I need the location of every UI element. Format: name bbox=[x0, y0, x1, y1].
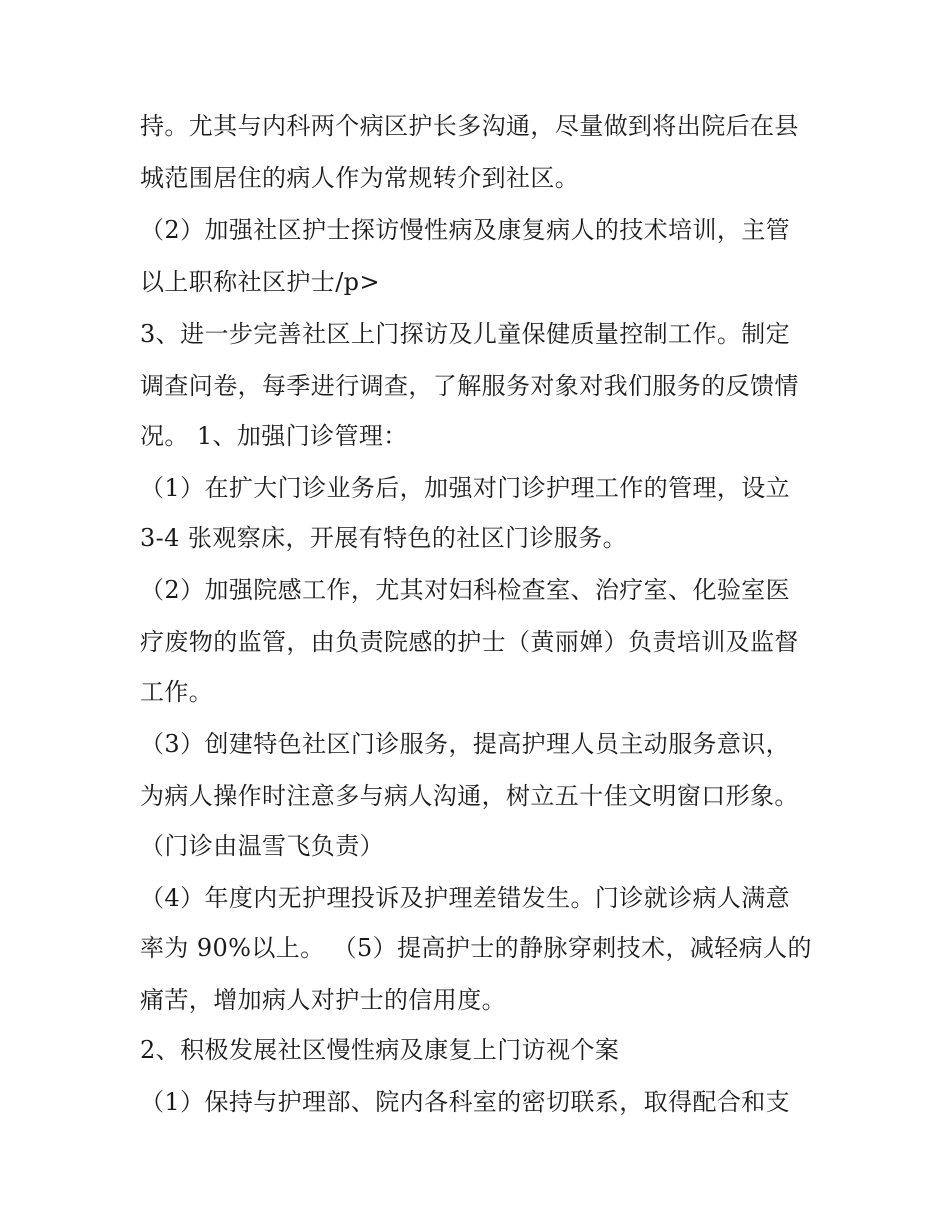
text-line: （2）加强社区护士探访慢性病及康复病人的技术培训，主管 bbox=[140, 216, 791, 244]
text-line: （3）创建特色社区门诊服务，提高护理人员主动服务意识， bbox=[140, 730, 791, 758]
text-line: 2、积极发展社区慢性病及康复上门访视个案 bbox=[140, 1036, 620, 1064]
text-line: 为病人操作时注意多与病人沟通，树立五十佳文明窗口形象。 bbox=[140, 782, 799, 810]
text-line: 痛苦，增加病人对护士的信用度。 bbox=[140, 986, 506, 1014]
text-line: 持。尤其与内科两个病区护长多沟通，尽量做到将出院后在县 bbox=[140, 112, 799, 140]
text-line: 调查问卷，每季进行调查，了解服务对象对我们服务的反馈情 bbox=[140, 372, 799, 400]
text-line: 3、进一步完善社区上门探访及儿童保健质量控制工作。制定 bbox=[140, 320, 791, 348]
text-line: （2）加强院感工作，尤其对妇科检查室、治疗室、化验室医 bbox=[140, 576, 791, 604]
text-line: 3-4 张观察床，开展有特色的社区门诊服务。 bbox=[140, 524, 628, 552]
text-line: 工作。 bbox=[140, 678, 214, 706]
text-line: 以上职称社区护士/p> bbox=[140, 268, 380, 296]
text-line: （1）在扩大门诊业务后，加强对门诊护理工作的管理，设立 bbox=[140, 474, 791, 502]
text-line: 疗废物的监管，由负责院感的护士（黄丽婵）负责培训及监督 bbox=[140, 628, 799, 656]
text-line: 率为 90%以上。 （5）提高护士的静脉穿刺技术，减轻病人的 bbox=[140, 934, 812, 962]
text-line: （1）保持与护理部、院内各科室的密切联系，取得配合和支 bbox=[140, 1088, 791, 1116]
text-line: （4）年度内无护理投诉及护理差错发生。门诊就诊病人满意 bbox=[140, 884, 791, 912]
text-line: （门诊由温雪飞负责） bbox=[140, 832, 384, 860]
text-line: 况。 1、加强门诊管理： bbox=[140, 422, 408, 450]
text-line: 城范围居住的病人作为常规转介到社区。 bbox=[140, 164, 580, 192]
